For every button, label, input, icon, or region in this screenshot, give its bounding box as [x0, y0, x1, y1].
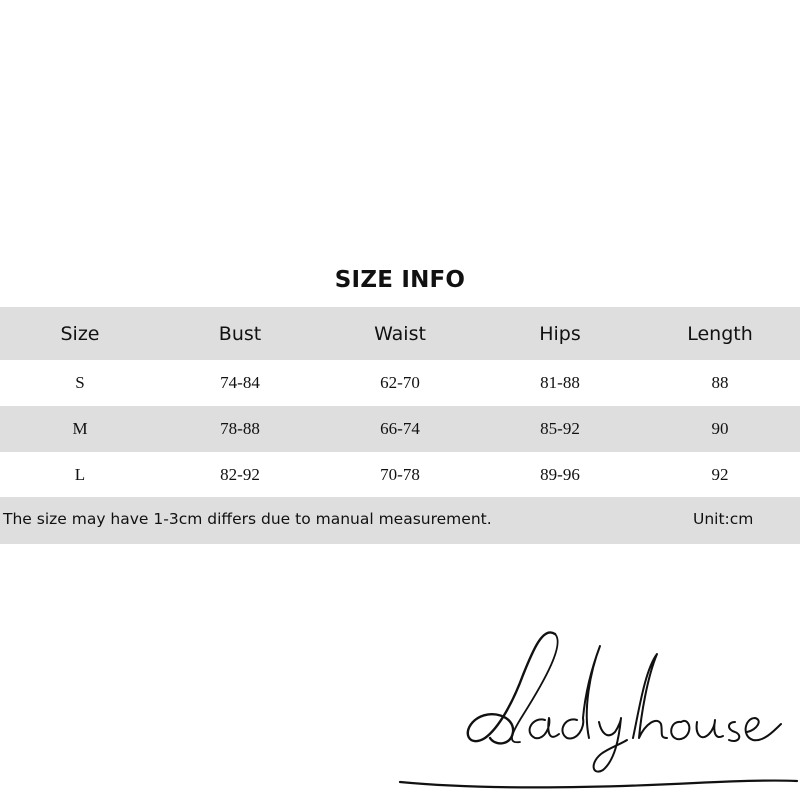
cell-length: 90: [711, 419, 729, 438]
cell-size: L: [74, 465, 86, 484]
measurement-note-row: [0, 497, 800, 544]
table-row: [0, 360, 800, 406]
cell-bust: 74-84: [220, 373, 260, 392]
cell-bust: 78-88: [220, 419, 260, 438]
table-row: [0, 452, 800, 498]
cell-bust: 82-92: [220, 465, 260, 484]
table-row: [0, 406, 800, 452]
cell-hips: 89-96: [540, 465, 580, 484]
size-table: [0, 307, 800, 498]
cell-length: 92: [711, 465, 729, 484]
header-size: Size: [60, 322, 100, 345]
cell-length: 88: [711, 373, 729, 392]
header-bust: Bust: [218, 322, 262, 345]
header-waist: Waist: [374, 322, 426, 345]
cell-waist: 70-78: [380, 465, 420, 484]
table-header-row: [0, 307, 800, 360]
unit-label: Unit:cm: [693, 510, 754, 528]
cell-hips: 81-88: [540, 373, 580, 392]
cell-size: S: [75, 373, 85, 392]
size-info-title: SIZE INFO: [334, 267, 466, 293]
cell-waist: 62-70: [380, 373, 420, 392]
cell-hips: 85-92: [540, 419, 580, 438]
header-length: Length: [687, 322, 753, 345]
header-hips: Hips: [539, 322, 581, 345]
cell-size: M: [72, 419, 88, 438]
ladyhouse-signature-logo: [395, 620, 800, 800]
cell-waist: 66-74: [380, 419, 420, 438]
measurement-note: The size may have 1-3cm differs due to manual measurement.: [3, 510, 492, 528]
